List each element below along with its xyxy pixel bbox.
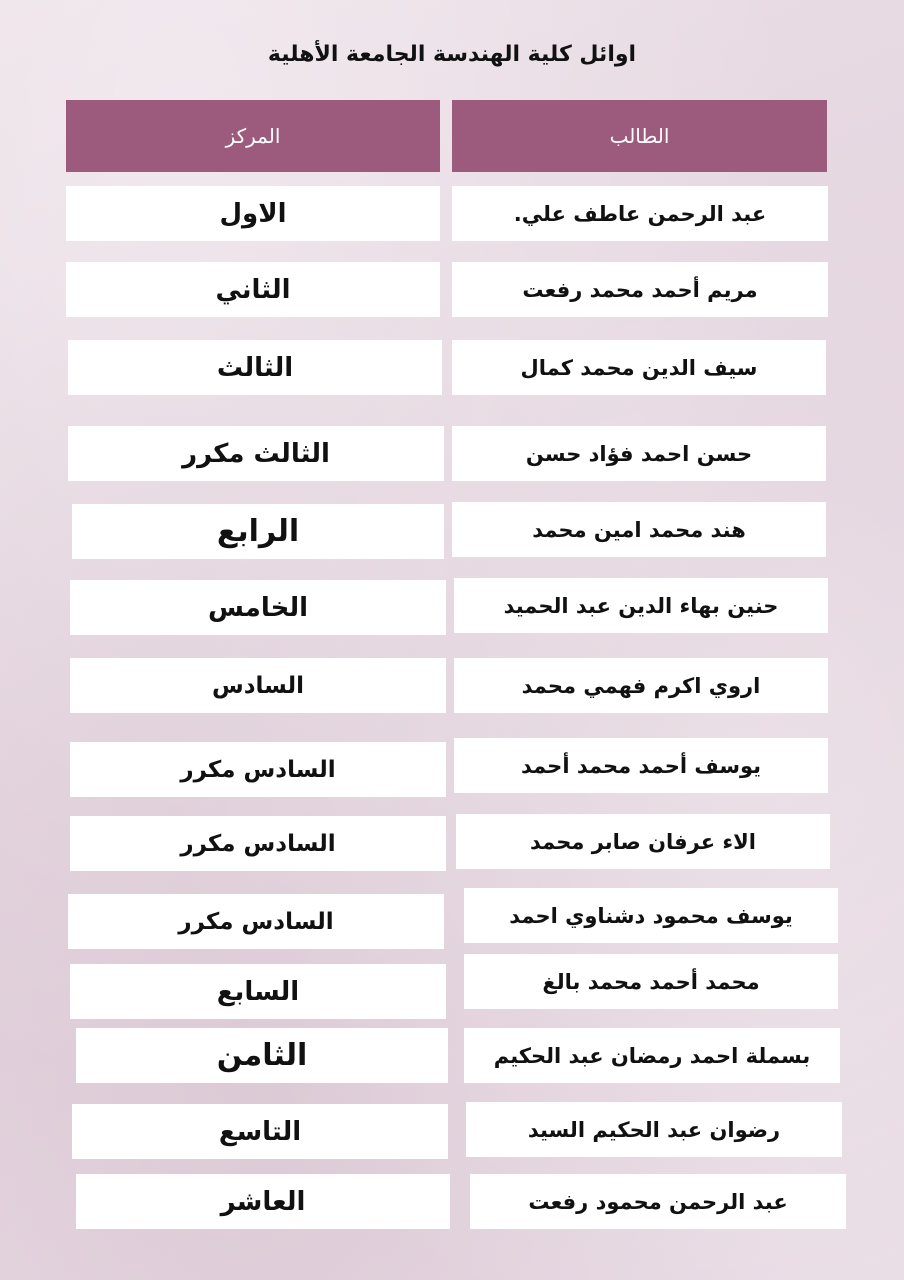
student-cell: عبد الرحمن محمود رفعت: [470, 1174, 846, 1229]
rank-cell: الرابع: [72, 504, 444, 559]
rank-cell: العاشر: [76, 1174, 450, 1229]
page-title: اوائل كلية الهندسة الجامعة الأهلية: [267, 42, 637, 67]
student-cell: حنين بهاء الدين عبد الحميد: [454, 578, 828, 633]
student-cell: سيف الدين محمد كمال: [452, 340, 826, 395]
student-cell: بسملة احمد رمضان عبد الحكيم: [464, 1028, 840, 1083]
student-cell: رضوان عبد الحكيم السيد: [466, 1102, 842, 1157]
rank-cell: الثامن: [76, 1028, 448, 1083]
rank-cell: السادس مكرر: [68, 894, 444, 949]
header-student: الطالب: [452, 100, 827, 172]
rank-cell: الاول: [66, 186, 440, 241]
rank-cell: الخامس: [70, 580, 446, 635]
student-cell: الاء عرفان صابر محمد: [456, 814, 830, 869]
student-cell: هند محمد امين محمد: [452, 502, 826, 557]
rank-cell: السادس مكرر: [70, 816, 446, 871]
student-cell: يوسف محمود دشناوي احمد: [464, 888, 838, 943]
student-cell: عبد الرحمن عاطف علي.: [452, 186, 828, 241]
student-cell: يوسف أحمد محمد أحمد: [454, 738, 828, 793]
rank-cell: الثالث مكرر: [68, 426, 444, 481]
rank-cell: التاسع: [72, 1104, 448, 1159]
rank-cell: السادس مكرر: [70, 742, 446, 797]
rank-cell: الثالث: [68, 340, 442, 395]
rank-cell: الثاني: [66, 262, 440, 317]
student-cell: مريم أحمد محمد رفعت: [452, 262, 828, 317]
student-cell: حسن احمد فؤاد حسن: [452, 426, 826, 481]
student-cell: اروي اكرم فهمي محمد: [454, 658, 828, 713]
student-cell: محمد أحمد محمد بالغ: [464, 954, 838, 1009]
header-rank: المركز: [66, 100, 440, 172]
rank-cell: السادس: [70, 658, 446, 713]
rank-cell: السابع: [70, 964, 446, 1019]
